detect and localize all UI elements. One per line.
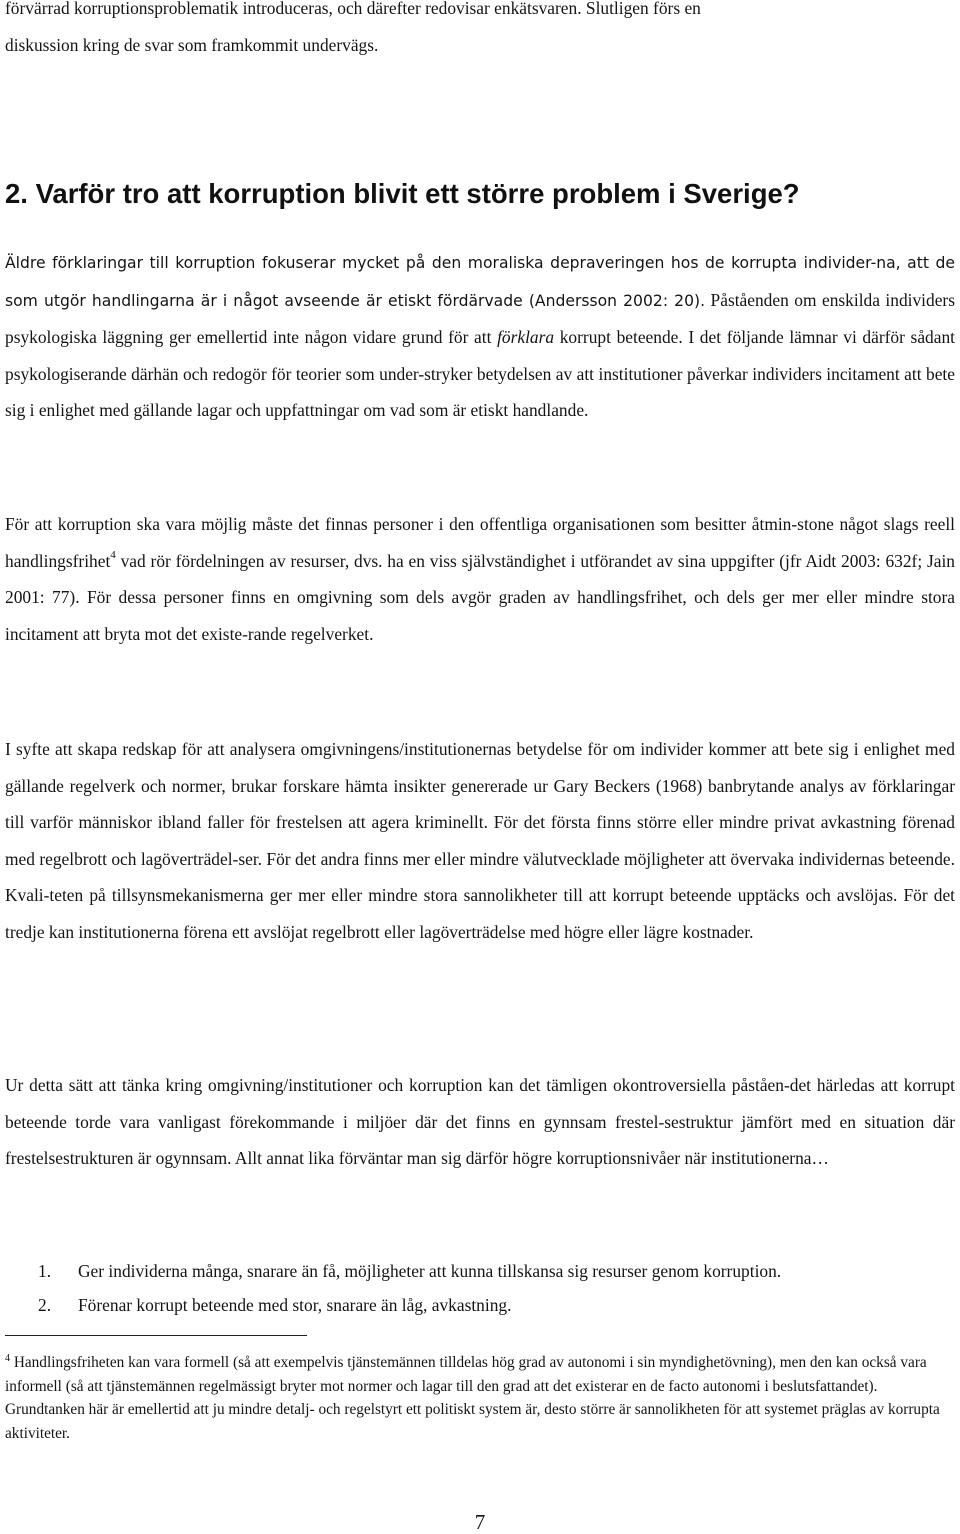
footnote-reference: 4 <box>110 548 116 561</box>
paragraph-2-text-before-note: För att korruption ska vara möjlig måste det finnas personer i den offentliga organisationen som besitter åtmin-stone något slags reell handlingsfrihet <box>5 514 955 571</box>
footnote-text: Handlingsfriheten kan vara formell (så att exempelvis tjänstemännen tilldelas hög grad av autonomi i sin myndighetövning), men den kan också vara informell (så att tjänstemännen regelmässigt bryter mot normer och lagar till den grad att det existerar en de facto autonomi i beslutsfattandet). Grundtanken här är emellertid att ju mindre detalj- och regelstyrt ett politiskt system är, desto större är sannolikheten för att systemet präglas av korrupta aktiviteter. <box>5 1354 940 1442</box>
paragraph-1-text-after-emphasis: korrupt beteende. I det följande lämnar vi därför sådant psykologiserande därhän och redogör för teorier som under-stryker betydelsen av att institutioner påverkar individers incitament att bete sig i enlighet med gällande lagar och uppfattningar om vad som är etiskt handlande. <box>5 327 955 421</box>
list-item <box>0 1288 955 1322</box>
intro-paragraph <box>5 0 955 63</box>
footnote-separator <box>5 1335 307 1336</box>
footnote-marker: 4 <box>5 1353 10 1364</box>
list-item-text: Ger individerna många, snarare än få, möjligheter att kunna tillskansa sig resurser genom korruption. <box>78 1261 782 1281</box>
intro-line-1: förvärrad korruptionsproblematik introduceras, och därefter redovisar enkätsvaren. Slutligen förs en <box>5 0 701 18</box>
list-item-text: Förenar korrupt beteende med stor, snarare än låg, avkastning. <box>78 1295 512 1315</box>
paragraph-1-sans-part: Äldre förklaringar till korruption fokuserar mycket på den moraliska depraveringen hos de korrupta individer-na, att de som utgör handlingarna är i något avseende är etiskt fördärvade (Andersson 2002: 20). <box>5 254 955 310</box>
list-item <box>0 1254 955 1288</box>
paragraph-3: I syfte att skapa redskap för att analysera omgivningens/institutionernas betydelse för om individer kommer att bete sig i enlighet med gällande regelverk och normer, brukar forskare hämta insikter genererade ur Gary Beckers (1968) banbrytande analys av förklaringar till varför människor ibland faller för frestelsen att agera kriminellt. För det första finns större eller mindre privat avkastning förenad med regelbrott och lagöverträdel-ser. För det andra finns mer eller mindre välutvecklade möjligheter att övervaka individernas beteende. Kvali-teten på tillsynsmekanismerna ger mer eller mindre stora sannolikheter till att korrupt beteende upptäcks och avslöjas. För det tredje kan institutionerna förena ett avslöjat regelbrott eller lagöverträdelse med högre eller lägre kostnader. <box>5 739 955 942</box>
numbered-list <box>0 1254 955 1322</box>
paragraph-2-text-after-note: vad rör fördelningen av resurser, dvs. ha en viss självständighet i utförandet av sina uppgifter (jfr Aidt 2003: 632f; Jain 2001: 77). För dessa personer finns en omgivning som dels avgör graden av handlingsfrihet, och dels ger mer eller mindre stora incitament att bryta mot det existe-rande regelverket. <box>5 550 955 644</box>
paragraph-1 <box>5 244 955 429</box>
footnote <box>5 1351 955 1445</box>
list-item-number: 1. <box>38 1261 52 1281</box>
section-heading: 2. Varför tro att korruption blivit ett större problem i Sverige? <box>5 178 800 209</box>
paragraph-1-emphasis: förklara <box>497 327 555 348</box>
page-number: 7 <box>474 1510 486 1534</box>
intro-line-2: diskussion kring de svar som framkommit undervägs. <box>5 34 379 55</box>
paragraph-2 <box>5 506 955 652</box>
paragraph-1-text-before-emphasis: Påståenden om enskilda individers psykologiska läggning ger emellertid inte någon vidare grund för att <box>5 289 955 348</box>
paragraph-4: Ur detta sätt att tänka kring omgivning/institutioner och korruption kan det tämligen okontroversiella påståen-det härledas att korrupt beteende torde vara vanligast förekommande i miljöer där det finns en gynnsam frestel-sestruktur jämfört med en situation där frestelsestrukturen är ogynnsam. Allt annat lika förväntar man sig därför högre korruptionsnivåer när institutionerna… <box>5 1075 955 1169</box>
list-item-number: 2. <box>38 1295 52 1315</box>
